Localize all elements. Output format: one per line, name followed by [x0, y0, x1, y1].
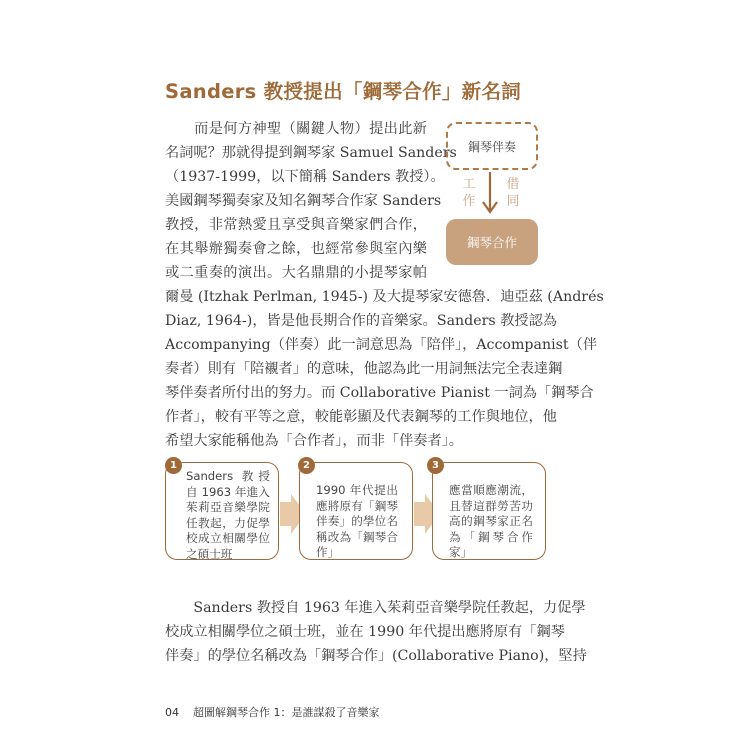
together-label: 借同: [506, 177, 520, 209]
page-footer: [165, 704, 394, 720]
down-arrow-icon: [480, 170, 500, 218]
step-number-1: 1: [165, 457, 182, 474]
step-box-1: [165, 462, 279, 560]
work-label: 工作: [462, 177, 476, 209]
step-text: 應當順應潮流，且替這群勞苦功高的鋼琴家正名為「鋼琴合作家」: [449, 483, 533, 559]
step-text: Sanders 教授自 1963 年進入茱莉亞音樂學院任教起，力促學校成立相關學位之碩士班: [186, 469, 270, 561]
book-title: 超圖解鋼琴合作 1：是誰謀殺了音樂家: [193, 706, 380, 719]
text-line: 名詞呢？那就得提到鋼琴家 Samuel Sanders: [165, 145, 457, 161]
step-number-2: 2: [298, 457, 315, 474]
text-line: 或二重奏的演出。大名鼎鼎的小提琴家帕: [165, 265, 427, 281]
step-box-2: [299, 462, 413, 560]
collaboration-box: 鋼琴合作: [446, 219, 538, 265]
text-line: 美國鋼琴獨奏家及知名鋼琴合作家 Sanders: [165, 193, 442, 209]
text-line: 爾曼 (Itzhak Perlman, 1945-) 及大提琴家安德魯．迪亞茲 (Andrés: [165, 289, 604, 305]
text-line: Sanders 教授自 1963 年進入茱莉亞音樂學院任教起，力促學: [165, 600, 586, 616]
step-text: 1990 年代提出應將原有「鋼琴伴奏」的學位名稱改為「鋼琴合作」: [316, 483, 398, 559]
text-line: 奏者）則有「陪襯者」的意味，他認為此一用詞無法完全表達鋼: [165, 361, 563, 377]
page-number: 04: [165, 706, 179, 719]
text-line: 作者」，較有平等之意，較能彰顯及代表鋼琴的工作與地位，他: [165, 409, 557, 425]
step-number-3: 3: [427, 457, 444, 474]
text-line: 在其舉辦獨奏會之餘，也經常參與室內樂: [165, 241, 427, 257]
text-line: （1937-1999，以下簡稱 Sanders 教授）。: [165, 169, 445, 185]
text-line: 校成立相關學位之碩士班，並在 1990 年代提出應將原有「鋼琴: [165, 624, 565, 640]
accompaniment-box: 鋼琴伴奏: [446, 122, 538, 170]
step-box-3: [432, 462, 546, 560]
text-line: 希望大家能稱他為「合作者」，而非「伴奏者」。: [165, 433, 463, 449]
text-line: 琴伴奏者所付出的努力。而 Collaborative Pianist 一詞為「鋼琴合: [165, 385, 594, 401]
section-heading: Sanders 教授提出「鋼琴合作」新名詞: [165, 80, 522, 103]
text-line: 而是何方神聖（關鍵人物）提出此新: [165, 121, 427, 137]
text-line: 伴奏」的學位名稱改為「鋼琴合作」(Collaborative Piano)，堅持: [165, 648, 587, 664]
text-line: Diaz, 1964-)，皆是他長期合作的音樂家。Sanders 教授認為: [165, 313, 557, 329]
text-line: 教授，非常熱愛且享受與音樂家們合作，: [165, 217, 427, 233]
text-line: Accompanying（伴奏）此一詞意思為「陪伴」，Accompanist（伴: [165, 337, 598, 353]
